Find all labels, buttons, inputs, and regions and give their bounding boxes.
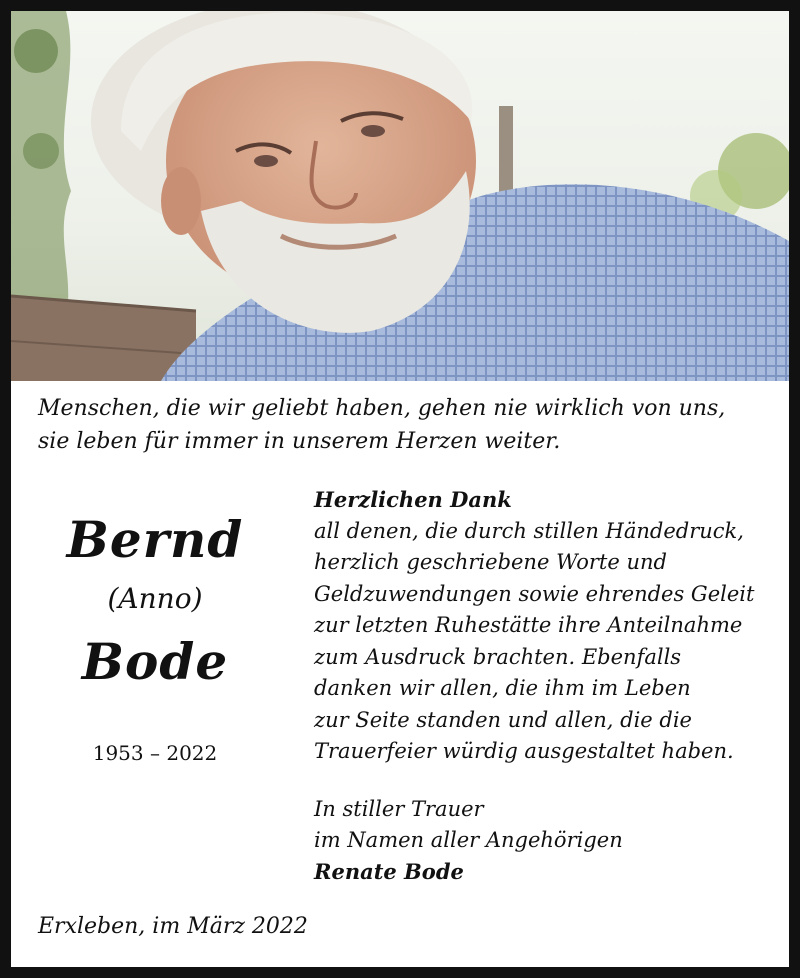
thanks-line: danken wir allen, die ihm im Leben	[314, 676, 691, 700]
closing-block	[314, 794, 784, 887]
closing-line-2: im Namen aller Angehörigen	[314, 828, 623, 852]
memorial-quote	[38, 392, 778, 458]
signer-name: Renate Bode	[314, 859, 464, 884]
nickname: (Anno)	[107, 582, 203, 615]
closing-line-1: In stiller Trauer	[314, 797, 484, 821]
last-name: Bode	[81, 632, 229, 691]
thanks-line: zur Seite standen und allen, die die	[314, 707, 692, 732]
first-name: Bernd	[66, 510, 244, 569]
quote-line-1: Menschen, die wir geliebt haben, gehen nie wirklich von uns,	[38, 396, 726, 421]
deceased-name-block	[30, 510, 280, 692]
thanks-line: zur letzten Ruhestätte ihre Anteilnahme	[314, 613, 743, 637]
thanks-line: herzlich geschriebene Worte und	[314, 550, 667, 574]
thanks-line: Geldzuwendungen sowie ehrendes Geleit	[314, 581, 755, 606]
quote-line-2: sie leben für immer in unserem Herzen weiter.	[38, 429, 561, 454]
life-years: 1953 – 2022	[92, 741, 218, 765]
thanks-line: all denen, die durch stillen Händedruck,	[314, 518, 744, 543]
portrait-photo	[11, 11, 789, 381]
portrait-illustration	[11, 11, 789, 381]
thanks-line: Trauerfeier würdig ausgestaltet haben.	[314, 739, 734, 763]
thanks-line: zum Ausdruck brachten. Ebenfalls	[314, 644, 682, 669]
place-and-date: Erxleben, im März 2022	[38, 914, 308, 939]
thanks-heading: Herzlichen Dank	[314, 487, 512, 512]
thanks-text	[314, 484, 784, 768]
